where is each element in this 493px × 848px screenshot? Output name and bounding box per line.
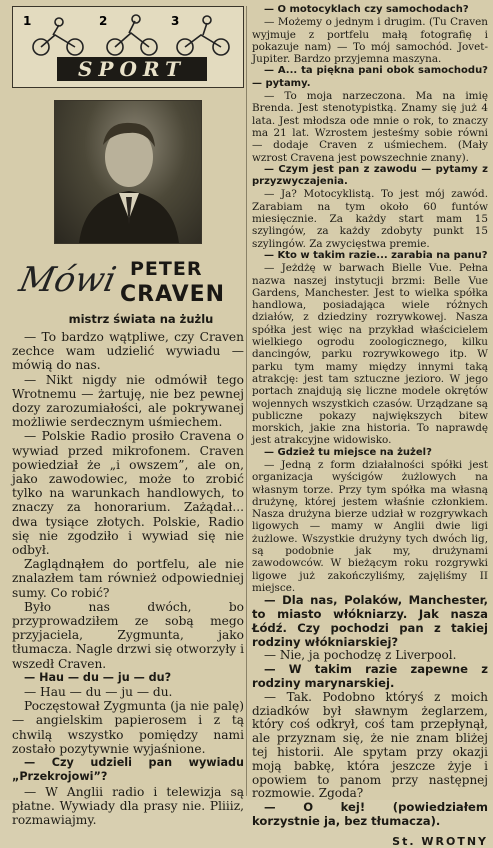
- portrait-photo: [54, 100, 202, 244]
- headline-last-name: CRAVEN: [120, 282, 226, 307]
- headline-lead-word: Mówi: [15, 260, 120, 300]
- article-paragraph: — To bardzo wątpliwe, czy Craven zechce wam udzielić wywiadu — mówią do nas.: [12, 330, 244, 373]
- interview-question: — O motocyklach czy samochodach?: [264, 4, 469, 15]
- portrait-icon: [55, 101, 201, 243]
- column-divider: [246, 6, 247, 796]
- author-signature: St. WROTNY: [392, 834, 488, 848]
- section-title: SPORT: [57, 57, 207, 81]
- article-paragraph: — Nie, ja pochodzę z Liverpool.: [264, 648, 457, 663]
- article-paragraph: — Jeżdżę w barwach Bielle Vue. Pełna nazwa naszej instytucji brzmi: Belle Vue Gardens, Manchester. Jest to wielka spółka handlowa, posiadająca wiele różnych działów, z dziedziny rozrywkowej. Nasza spółka jest więc na przykład właścicielem wielkiego ogrodu zoologicznego, kilku dancingów, parku rozrywkowego itp. W parku tym mamy między innymi taką atrakcję: jest tam sztuczne jezioro. W jego portach znajdują się liczne modele okrętów wojennych wszystkich czasów. Urządzane są publiczne pokazy największych bitew morskich, jakie zna historia. To naprawdę jest atrakcyjne widowisko.: [252, 262, 488, 447]
- interview-question: — Kto w takim razie... zarabia na panu?: [264, 249, 488, 261]
- article-paragraph: — Możemy o jednym i drugim. (Tu Craven wyjmuje z portfelu małą fotografię i pokazuje nam) — To mój samochód. Jovet-Jupiter. Bardzo przyjemna maszyna.: [252, 16, 488, 66]
- interview-question: — W takim razie zapewne z rodziny marynarskiej.: [252, 662, 488, 691]
- article-paragraph: — Tak. Podobno któryś z moich dziadków był sławnym żeglarzem, który coś odkrył, coś tam przepłynął, ale przyznam się, że nie znam bliżej tej historii. Ale spytam przy okazji moją babkę, która jeszcze żyje i opowiem to panom przy następnej rozmowie. Zgoda?: [252, 689, 488, 801]
- article-paragraph: — Hau — du — ju — du.: [24, 685, 173, 700]
- article-paragraph: — Jedną z form działalności spółki jest organizacja wyścigów żużlowych na własnym torze. Przy tym spółka ma własną drużynę, której jestem właśnie członkiem. Nasza drużyna bierze udział w rozgrywkach ligowych — mamy w Anglii dwie ligi żużlowe. Wszystkie drużyny tych dwóch lig, są podobnie jak my, drużynami zawodowców. W bieżącym roku rozgrywki ligowe już zakończyliśmy, zajęliśmy II miejsce.: [252, 458, 488, 594]
- sport-header: [12, 6, 244, 88]
- right-column: [252, 4, 488, 848]
- interview-question: — O kej! (powiedziałem korzystnie ja, bez tłumacza).: [252, 800, 488, 828]
- interview-question: — Hau — du — ju — du?: [24, 670, 172, 684]
- article-paragraph: Zaglądnąłem do portfelu, ale nie znalazłem tam również odpowiedniej sumy. Co robić?: [12, 557, 244, 600]
- interview-question: — Czy udzieli pan wywiadu „Przekrojowi”?: [12, 756, 244, 784]
- headline: [12, 254, 244, 316]
- article-paragraph: — Polskie Radio prosiło Cravena o wywiad przed mikrofonem. Craven powiedział że „i owszem”, ale on, jako zawodowiec, może to zrobić tylko na warunkach handlowych, to znaczy za honorarium. Zażądał... dwa tysiące złotych. Polskie, Radio się nie zgodziło i wywiad się nie odbył.: [12, 429, 244, 558]
- interview-question: — Dla nas, Polaków, Manchester, to miasto włókniarzy. Jak nasza Łódź. Czy pochodzi pan z takiej rodziny włókniarskiej?: [252, 593, 488, 649]
- cartoon-number-2: 2: [99, 14, 108, 28]
- interview-question: — Gdzież tu miejsce na żużel?: [264, 446, 432, 458]
- cartoon-number-3: 3: [171, 14, 180, 28]
- headline-subtitle: mistrz świata na żużlu: [68, 312, 214, 326]
- interview-question: — Czym jest pan z zawodu — pytamy z przyzwyczajenia.: [252, 163, 488, 188]
- headline-first-name: PETER: [130, 258, 203, 280]
- article-paragraph: — Ja? Motocyklistą. To jest mój zawód. Zarabiam na tym około 60 funtów miesięcznie. Za każdy start mam 15 szylingów, za każdy zdobyty punkt 15 szylingów. Za zwycięstwa premie.: [252, 188, 488, 250]
- article-paragraph: — Nikt nigdy nie odmówił tego Wrotnemu — żartuję, nie bez pewnej dozy zarozumiałości, ale pokrywanej możliwie serdecznym uśmiechem.: [12, 372, 244, 430]
- article-paragraph: — W Anglii radio i telewizja są płatne. Wywiady dla prasy nie. Pliiiz, rozmawiajmy.: [12, 784, 244, 827]
- right-article-body: [252, 4, 488, 829]
- left-article-body: [12, 330, 244, 827]
- article-paragraph: Poczęstował Zygmunta (ja nie palę) — angielskim papierosem i z tą chwilą wszystko pomiędzy nami zostało pozytywnie wyjaśnione.: [12, 699, 244, 756]
- article-paragraph: Było nas dwóch, bo przyprowadziłem ze sobą mego przyjaciela, Zygmunta, jako tłumacza. Nagle drzwi się otworzyły i wszedł Craven.: [12, 599, 244, 671]
- cartoon-strip-icon: [19, 11, 239, 57]
- cartoon-number-1: 1: [23, 14, 32, 28]
- interview-question: — A... ta piękna pani obok samochodu? — pytamy.: [252, 65, 488, 89]
- article-paragraph: — To moja narzeczona. Ma na imię Brenda. Jest stenotypistką. Znamy się już 4 lata. Jest młodsza ode mnie o rok, to znaczy ma 21 lat. Wzrostem jesteśmy sobie równi — dodaje Craven z uśmiechem. (Mały wzrost Cravena jest powszechnie znany).: [252, 90, 488, 164]
- left-column: [12, 6, 244, 827]
